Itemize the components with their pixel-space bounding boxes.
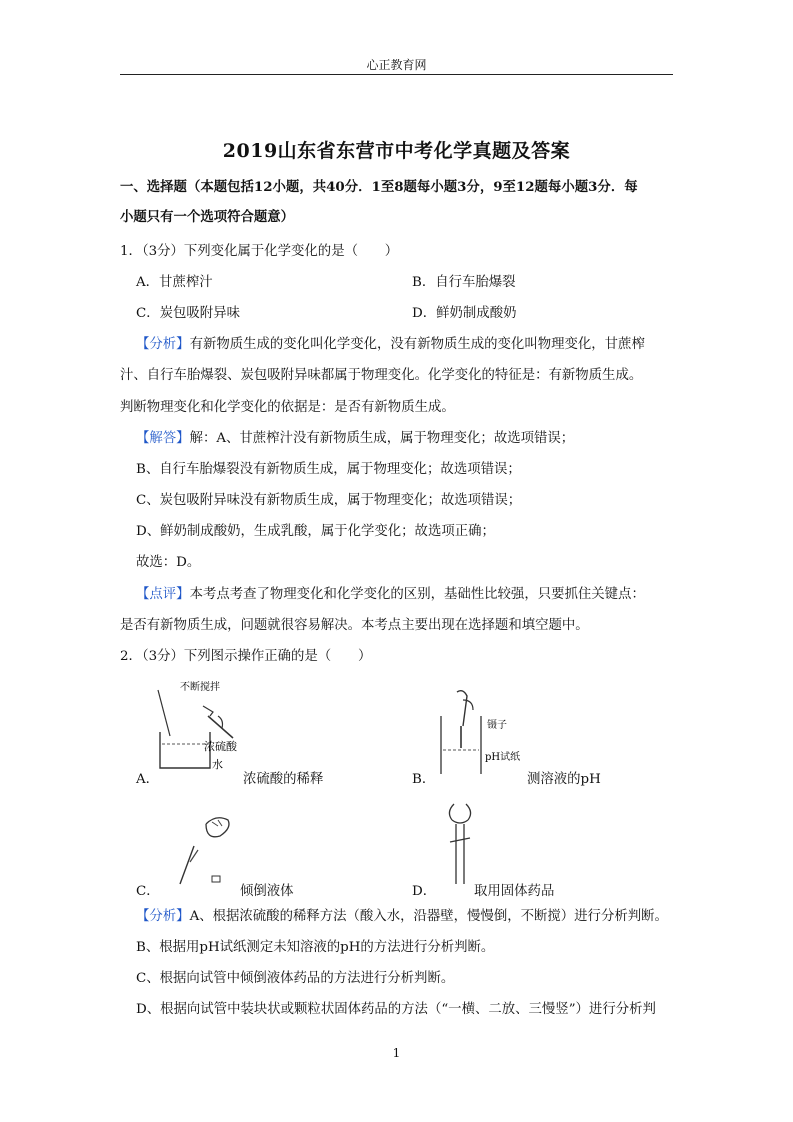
q1-option-b: B．自行车胎爆裂	[412, 275, 516, 290]
q2-option-d-caption: 取用固体药品	[474, 884, 555, 899]
document-title: 2019山东省东营市中考化学真题及答案	[222, 140, 571, 162]
q1-answer-line-3: C、炭包吸附异味没有新物质生成，属于物理变化；故选项错误；	[136, 493, 522, 508]
q2-option-b-letter: B．	[412, 772, 436, 787]
label-ph-paper: pH试纸	[485, 752, 521, 763]
q2-analysis-line-2: B、根据用pH试纸测定未知溶液的pH的方法进行分析判断。	[136, 940, 495, 955]
q2-option-a-caption: 浓硫酸的稀释	[243, 772, 324, 787]
q2-analysis-text: A、根据浓硫酸的稀释方法（酸入水，沿器壁，慢慢倒，不断搅）进行分析判断。	[189, 909, 668, 924]
q1-answer-line-2: B、自行车胎爆裂没有新物质生成，属于物理变化；故选项错误；	[136, 462, 521, 477]
q1-answer-text: 解：A、甘蔗榨汁没有新物质生成，属于物理变化；故选项错误；	[189, 431, 575, 446]
figure-ph-test	[425, 686, 535, 782]
q1-answer-line-1	[136, 427, 574, 446]
q1-option-a: A．甘蔗榨汁	[136, 275, 213, 290]
analysis-tag: 【分析】	[136, 337, 190, 352]
answer-tag: 【解答】	[136, 431, 190, 446]
q2-option-c-caption: 倾倒液体	[240, 884, 294, 899]
figure-pour-liquid	[168, 802, 248, 892]
q1-comment-line-1	[136, 583, 645, 602]
page-number: 1	[392, 1046, 401, 1060]
q1-comment-line-2: 是否有新物质生成，问题就很容易解决。本考点主要出现在选择题和填空题中。	[120, 618, 589, 633]
q1-analysis-line-3: 判断物理变化和化学变化的依据是：是否有新物质生成。	[120, 400, 455, 415]
label-tweezers: 镊子	[487, 720, 507, 731]
page-header: 心正教育网	[366, 58, 427, 72]
section-heading-line-1: 一、选择题（本题包括12小题，共40分．1至8题每小题3分，9至12题每小题3分．每	[120, 179, 638, 195]
q1-analysis-line-1	[136, 333, 645, 352]
comment-tag: 【点评】	[136, 587, 190, 602]
analysis-tag: 【分析】	[136, 909, 190, 924]
q2-analysis-line-3: C、根据向试管中倾倒液体药品的方法进行分析判断。	[136, 971, 455, 986]
q2-option-a-letter: A．	[136, 772, 160, 787]
q1-answer-line-4: D、鲜奶制成酸奶，生成乳酸，属于化学变化；故选项正确；	[136, 524, 495, 539]
q1-comment-text: 本考点考查了物理变化和化学变化的区别，基础性比较强，只要抓住关键点：	[189, 587, 645, 602]
figure-acid-dilution	[148, 676, 288, 776]
q2-analysis-line-4: D、根据向试管中装块状或颗粒状固体药品的方法（“一横、二放、三慢竖”）进行分析判	[136, 1002, 656, 1017]
label-stir: 不断搅拌	[180, 682, 220, 693]
q2-option-b-caption: 测溶液的pH	[527, 772, 601, 787]
q1-stem: 1．（3分）下列变化属于化学变化的是（ ）	[120, 244, 399, 259]
label-water: 水	[212, 758, 223, 771]
q2-stem: 2．（3分）下列图示操作正确的是（ ）	[120, 649, 372, 664]
q1-option-c: C．炭包吸附异味	[136, 306, 240, 321]
label-conc-acid: 浓硫酸	[204, 740, 237, 753]
q1-option-d: D．鲜奶制成酸奶	[412, 306, 517, 321]
q2-analysis-line-1	[136, 905, 668, 924]
q2-option-c-letter: C．	[136, 884, 160, 899]
figure-solid-reagent	[440, 798, 480, 888]
q2-option-d-letter: D．	[412, 884, 437, 899]
section-heading-line-2: 小题只有一个选项符合题意）	[120, 209, 295, 225]
q1-analysis-text: 有新物质生成的变化叫化学变化，没有新物质生成的变化叫物理变化，甘蔗榨	[189, 337, 645, 352]
header-divider	[120, 74, 673, 75]
q1-answer-line-5: 故选：D。	[136, 555, 201, 570]
q1-analysis-line-2: 汁、自行车胎爆裂、炭包吸附异味都属于物理变化。化学变化的特征是：有新物质生成。	[120, 368, 643, 383]
